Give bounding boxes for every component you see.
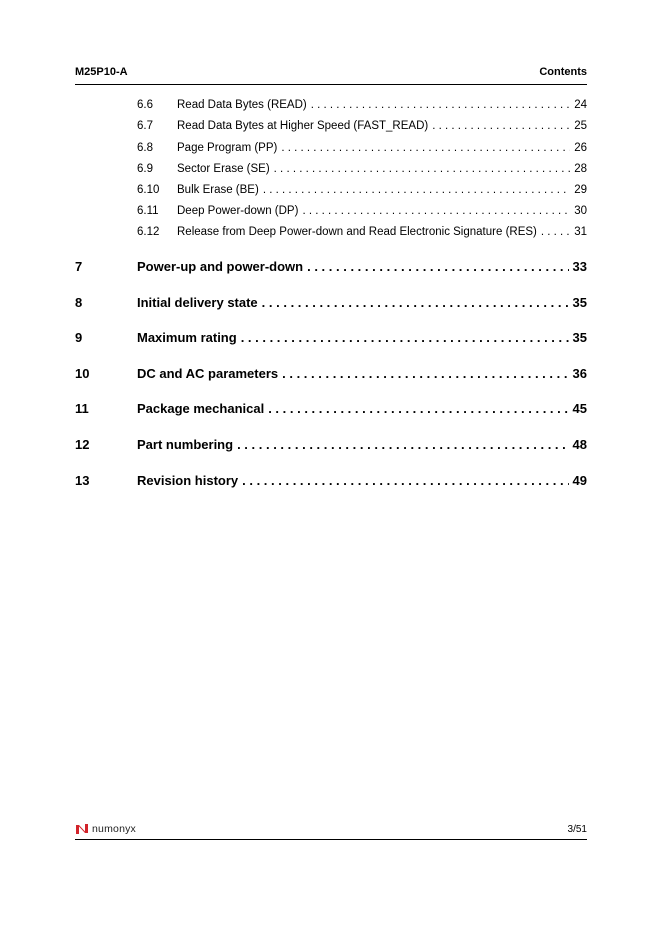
section-title: Contents xyxy=(539,66,587,78)
toc-section-page: 48 xyxy=(572,437,587,452)
toc-section[interactable] xyxy=(75,293,587,313)
toc-section-title: Part numbering xyxy=(137,437,234,452)
toc-leader-dots xyxy=(541,223,570,241)
toc-entry[interactable] xyxy=(137,139,587,157)
toc-section-page: 49 xyxy=(572,473,587,488)
toc-section-number: 13 xyxy=(75,473,90,488)
toc-entry[interactable] xyxy=(137,223,587,241)
toc-section-title: DC and AC parameters xyxy=(137,366,279,381)
toc-leader-dots xyxy=(281,139,570,157)
toc-section-page: 35 xyxy=(572,295,587,310)
toc-section-title: Revision history xyxy=(137,473,239,488)
toc-section-number: 10 xyxy=(75,366,90,381)
toc-entry[interactable] xyxy=(137,117,587,135)
toc-section-title: Maximum rating xyxy=(137,330,237,345)
toc-leader-dots xyxy=(302,202,570,220)
toc-section[interactable] xyxy=(75,328,587,348)
toc-leader-dots xyxy=(274,160,571,178)
toc-section[interactable] xyxy=(75,257,587,277)
toc-section-page: 45 xyxy=(572,401,587,416)
toc-section-number: 11 xyxy=(75,401,89,416)
numonyx-logo xyxy=(75,823,136,835)
page-number: 3/51 xyxy=(567,824,587,835)
toc-leader-dots xyxy=(262,293,569,313)
toc-entry-page: 24 xyxy=(574,99,587,111)
toc-entry[interactable] xyxy=(137,160,587,178)
toc-entry-title: Bulk Erase (BE) xyxy=(177,184,259,196)
toc-leader-dots xyxy=(311,96,570,114)
toc-entry-number: 6.12 xyxy=(137,226,160,238)
toc-leader-dots xyxy=(282,364,568,384)
toc-section[interactable] xyxy=(75,435,587,455)
toc-section[interactable] xyxy=(75,399,587,419)
toc-leader-dots xyxy=(241,328,569,348)
document-id: M25P10-A xyxy=(75,66,128,78)
toc-entry-number: 6.7 xyxy=(137,120,153,132)
numonyx-logo-icon xyxy=(75,823,89,835)
page-header xyxy=(75,64,587,85)
toc-leader-dots xyxy=(242,471,568,491)
toc-entry-page: 28 xyxy=(574,163,587,175)
toc-leader-dots xyxy=(263,181,570,199)
toc-section-number: 9 xyxy=(75,330,83,345)
toc-entry-page: 26 xyxy=(574,142,587,154)
toc-entry-number: 6.10 xyxy=(137,184,160,196)
toc-entry-title: Read Data Bytes at Higher Speed (FAST_READ) xyxy=(177,120,429,132)
toc-section[interactable] xyxy=(75,471,587,491)
toc-section-number: 12 xyxy=(75,437,90,452)
toc-entry[interactable] xyxy=(137,202,587,220)
toc-entry-title: Deep Power-down (DP) xyxy=(177,205,299,217)
toc-entry-number: 6.9 xyxy=(137,163,153,175)
toc-section-page: 36 xyxy=(572,366,587,381)
toc-entry-title: Read Data Bytes (READ) xyxy=(177,99,307,111)
toc-section-title: Initial delivery state xyxy=(137,295,258,310)
toc-section-number: 8 xyxy=(75,295,83,310)
toc-entry-title: Release from Deep Power-down and Read Electronic Signature (RES) xyxy=(177,226,537,238)
toc-entry-page: 31 xyxy=(574,226,587,238)
page-footer xyxy=(75,822,587,840)
toc-entry-number: 6.6 xyxy=(137,99,153,111)
brand-name: numonyx xyxy=(92,823,137,835)
toc-section-title: Power-up and power-down xyxy=(137,259,304,274)
toc-section-page: 35 xyxy=(572,330,587,345)
toc-leader-dots xyxy=(237,435,568,455)
toc-entry-page: 29 xyxy=(574,184,587,196)
toc-entry[interactable] xyxy=(137,181,587,199)
toc-entry-title: Page Program (PP) xyxy=(177,142,278,154)
toc-entry[interactable] xyxy=(137,96,587,114)
toc-entry-page: 30 xyxy=(574,205,587,217)
toc-entry-number: 6.11 xyxy=(137,205,159,217)
toc-entry-title: Sector Erase (SE) xyxy=(177,163,270,175)
toc-section-number: 7 xyxy=(75,259,83,274)
toc-section-page: 33 xyxy=(572,259,587,274)
toc-entry-page: 25 xyxy=(574,120,587,132)
toc-leader-dots xyxy=(432,117,570,135)
toc-leader-dots xyxy=(307,257,568,277)
toc-entry-number: 6.8 xyxy=(137,142,153,154)
toc-leader-dots xyxy=(268,399,568,419)
toc-section[interactable] xyxy=(75,364,587,384)
toc-section-title: Package mechanical xyxy=(137,401,265,416)
